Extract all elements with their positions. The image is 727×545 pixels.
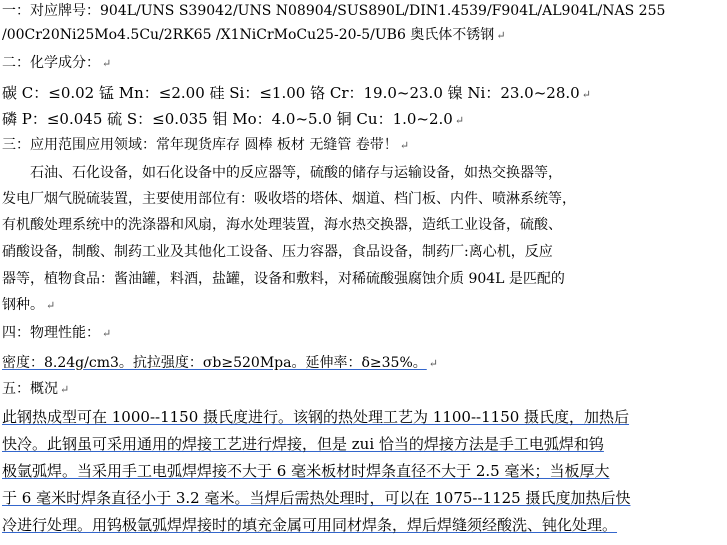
overview-text-2: 快冷。此钢虽可采用通用的焊接工艺进行焊接，但是 zui 恰当的焊接方法是手工电弧焊和钨 — [2, 435, 604, 453]
app-line-5 — [2, 268, 727, 290]
overview-text-3: 极氩弧焊。当采用手工电弧焊焊接不大于 6 毫米板材时焊条直径不大于 2.5 毫米；当板厚大 — [2, 462, 610, 480]
paragraph-mark: ↵ — [399, 139, 410, 152]
chem-text-1: 碳 C：≤0.02 锰 Mn：≤2.00 硅 Si：≤1.00 铬 Cr：19.0~23.0 镍 Ni：23.0~28.0 — [2, 84, 580, 102]
paragraph-mark: ↵ — [46, 299, 56, 312]
grades-line-2 — [2, 24, 727, 46]
chem-line-1 — [2, 82, 727, 104]
paragraph-mark: ↵ — [102, 57, 112, 70]
phys-line — [2, 352, 727, 374]
app-text-6: 钢种。 — [2, 297, 44, 313]
overview-line-1 — [2, 406, 727, 428]
paragraph-mark: ↵ — [60, 383, 70, 396]
paragraph-mark: ↵ — [496, 29, 506, 42]
app-line-6 — [2, 294, 727, 316]
overview-line-2 — [2, 433, 727, 455]
overview-heading — [2, 378, 727, 400]
app-heading-text: 三：应用范围应用领域：常年现货库存 圆棒 板材 无缝管 卷带！ — [2, 137, 398, 153]
paragraph-mark: ↵ — [581, 88, 591, 101]
chem-line-2 — [2, 108, 727, 130]
grades-text-1: 一：对应牌号：904L/UNS S39042/UNS N08904/SUS890L/DIN1.4539/F904L/AL904L/NAS 255 — [2, 3, 666, 19]
overview-line-5 — [2, 514, 727, 536]
grades-text-2: /00Cr20Ni25Mo4.5Cu/2RK65 /X1NiCrMoCu25-20-5/UB6 奥氏体不锈钢 — [2, 27, 495, 43]
app-text-5: 器等，植物食品：酱油罐，料酒，盐罐，设备和敷料，对稀硫酸强腐蚀介质 904L 是匹配的 — [2, 271, 565, 287]
chem-heading — [2, 52, 727, 74]
app-text-3: 有机酸处理系统中的洗涤器和风扇，海水处理装置，海水热交换器，造纸工业设备，硫酸、 — [2, 217, 562, 233]
overview-text-5: 冷进行处理。用钨极氩弧焊焊接时的填充金属可用同材焊条，焊后焊缝须经酸洗、钝化处理。 — [2, 516, 618, 534]
overview-text-4: 于 6 毫米时焊条直径小于 3.2 毫米。当焊后需热处理时，可以在 1075--1125 摄氏度加热后快 — [2, 489, 631, 507]
paragraph-mark: ↵ — [454, 114, 465, 127]
chem-text-2: 磷 P：≤0.045 硫 S：≤0.035 钼 Mo：4.0~5.0 铜 Cu：1.0~2.0 — [2, 110, 453, 128]
paragraph-mark: ↵ — [102, 327, 112, 340]
phys-text: 密度：8.24g/cm3。抗拉强度：σb≥520Mpa。延伸率：δ≥35%。 — [2, 355, 427, 371]
overview-heading-text: 五：概况 — [2, 381, 58, 397]
phys-heading — [2, 322, 727, 344]
grades-line-1 — [2, 0, 727, 22]
overview-text-1: 此钢热成型可在 1000--1150 摄氏度进行。该钢的热处理工艺为 1100--1150 摄氏度，加热后 — [2, 408, 630, 426]
app-line-2 — [2, 188, 727, 210]
app-text-4: 硝酸设备，制酸、制药工业及其他化工设备、压力容器，食品设备，制药厂:离心机，反应 — [2, 244, 553, 260]
overview-line-4 — [2, 487, 727, 509]
chem-heading-text: 二：化学成分： — [2, 55, 100, 71]
app-text-2: 发电厂烟气脱硫装置，主要使用部位有：吸收塔的塔体、烟道、档门板、内件、喷淋系统等， — [2, 191, 576, 207]
app-line-4 — [2, 241, 727, 263]
paragraph-mark: ↵ — [428, 357, 438, 370]
phys-heading-text: 四：物理性能： — [2, 325, 100, 341]
app-text-1: 石油、石化设备，如石化设备中的反应器等，硫酸的储存与运输设备，如热交换器等， — [30, 165, 562, 181]
app-heading — [2, 134, 727, 156]
app-line-3 — [2, 214, 727, 236]
overview-line-3 — [2, 460, 727, 482]
app-line-1 — [2, 162, 727, 184]
